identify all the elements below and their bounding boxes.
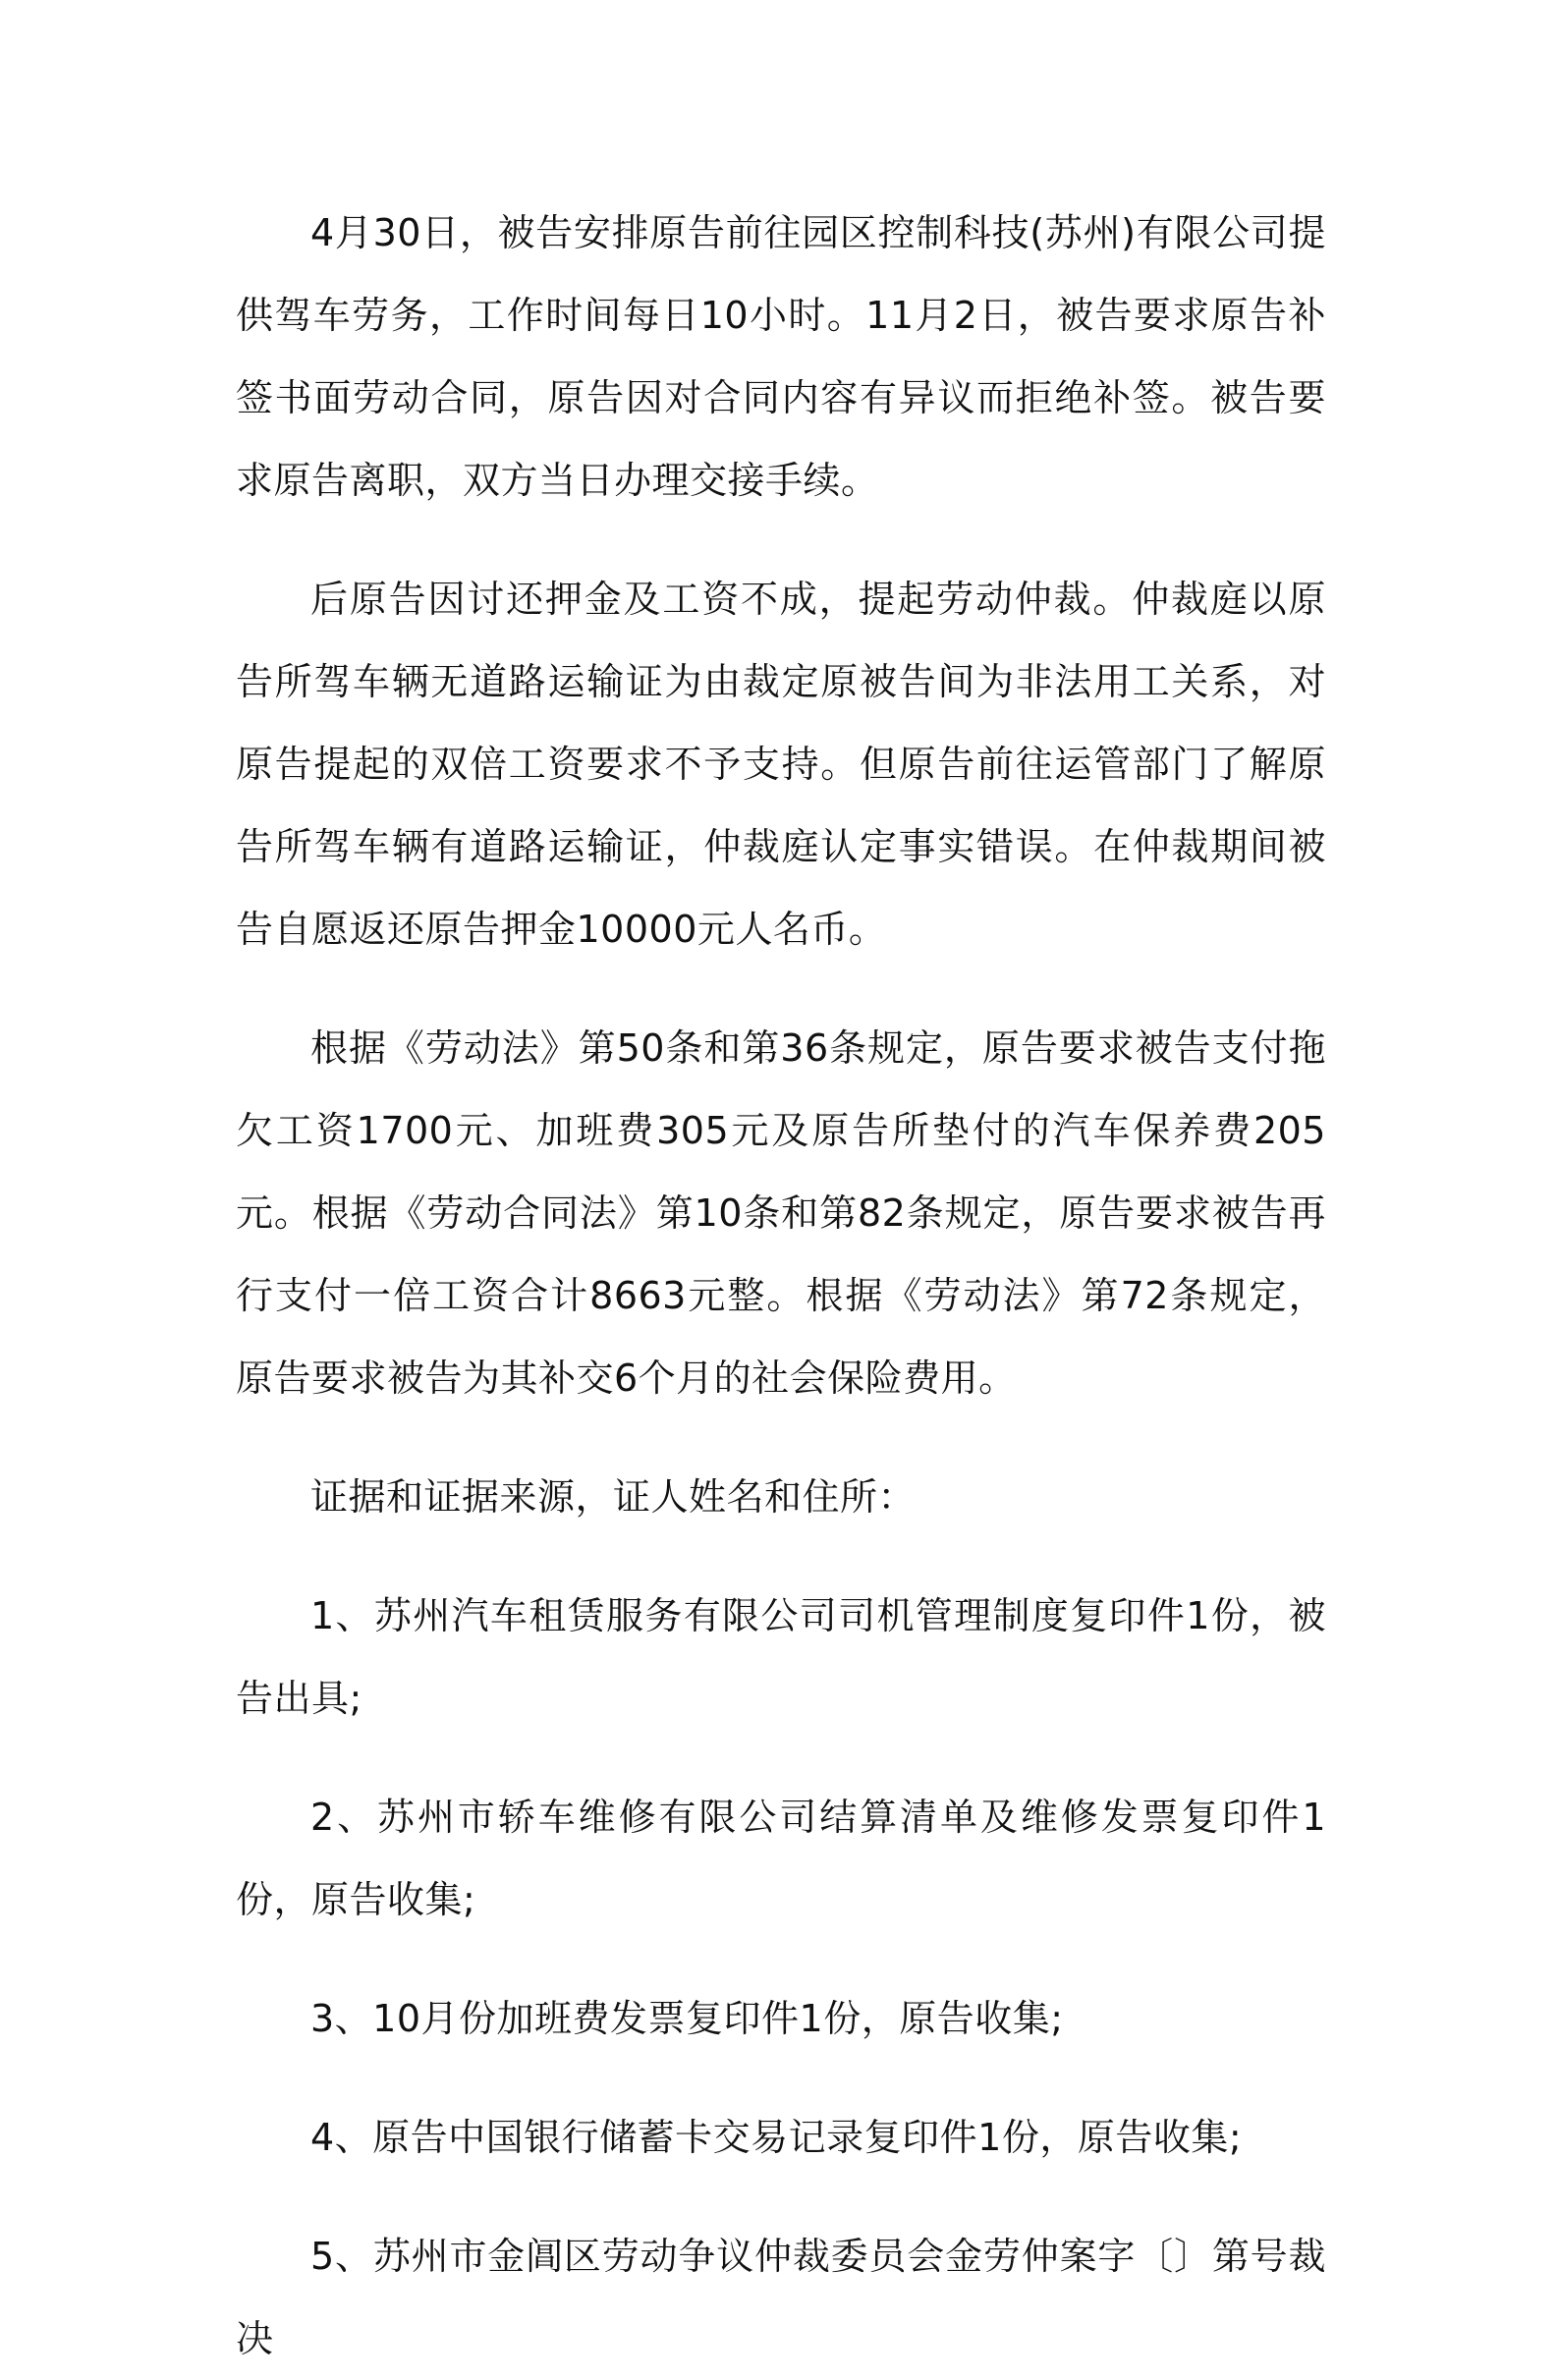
document-page [236,192,1326,2380]
paragraph-employment-facts: 4月30日，被告安排原告前往园区控制科技(苏州)有限公司提供驾车劳务，工作时间每日10小时。11月2日，被告要求原告补签书面劳动合同，原告因对合同内容有异议而拒绝补签。被告要求原告离职，双方当日办理交接手续。 [236,211,1326,502]
paragraph-legal-claims: 根据《劳动法》第50条和第36条规定，原告要求被告支付拖欠工资1700元、加班费305元及原告所垫付的汽车保养费205元。根据《劳动合同法》第10条和第82条规定，原告要求被告再行支付一倍工资合计8663元整。根据《劳动法》第72条规定，原告要求被告为其补交6个月的社会保险费用。 [236,1026,1326,1400]
paragraph-evidence-heading: 证据和证据来源，证人姓名和住所： [310,1475,917,1519]
paragraph-arbitration: 后原告因讨还押金及工资不成，提起劳动仲裁。仲裁庭以原告所驾车辆无道路运输证为由裁定原被告间为非法用工关系，对原告提起的双倍工资要求不予支持。但原告前往运管部门了解原告所驾车辆有道路运输证，仲裁庭认定事实错误。在仲裁期间被告自愿返还原告押金10000元人名币。 [236,578,1326,951]
evidence-item-2: 2、苏州市轿车维修有限公司结算清单及维修发票复印件1份，原告收集; [236,1796,1326,1921]
evidence-item-4: 4、原告中国银行储蓄卡交易记录复印件1份，原告收集; [310,2116,1243,2159]
evidence-item-1: 1、苏州汽车租赁服务有限公司司机管理制度复印件1份，被告出具; [236,1594,1326,1720]
evidence-item-5: 5、苏州市金阊区劳动争议仲裁委员会金劳仲案字〔〕第号裁决 [236,2235,1326,2360]
evidence-item-3: 3、10月份加班费发票复印件1份，原告收集; [310,1997,1064,2040]
